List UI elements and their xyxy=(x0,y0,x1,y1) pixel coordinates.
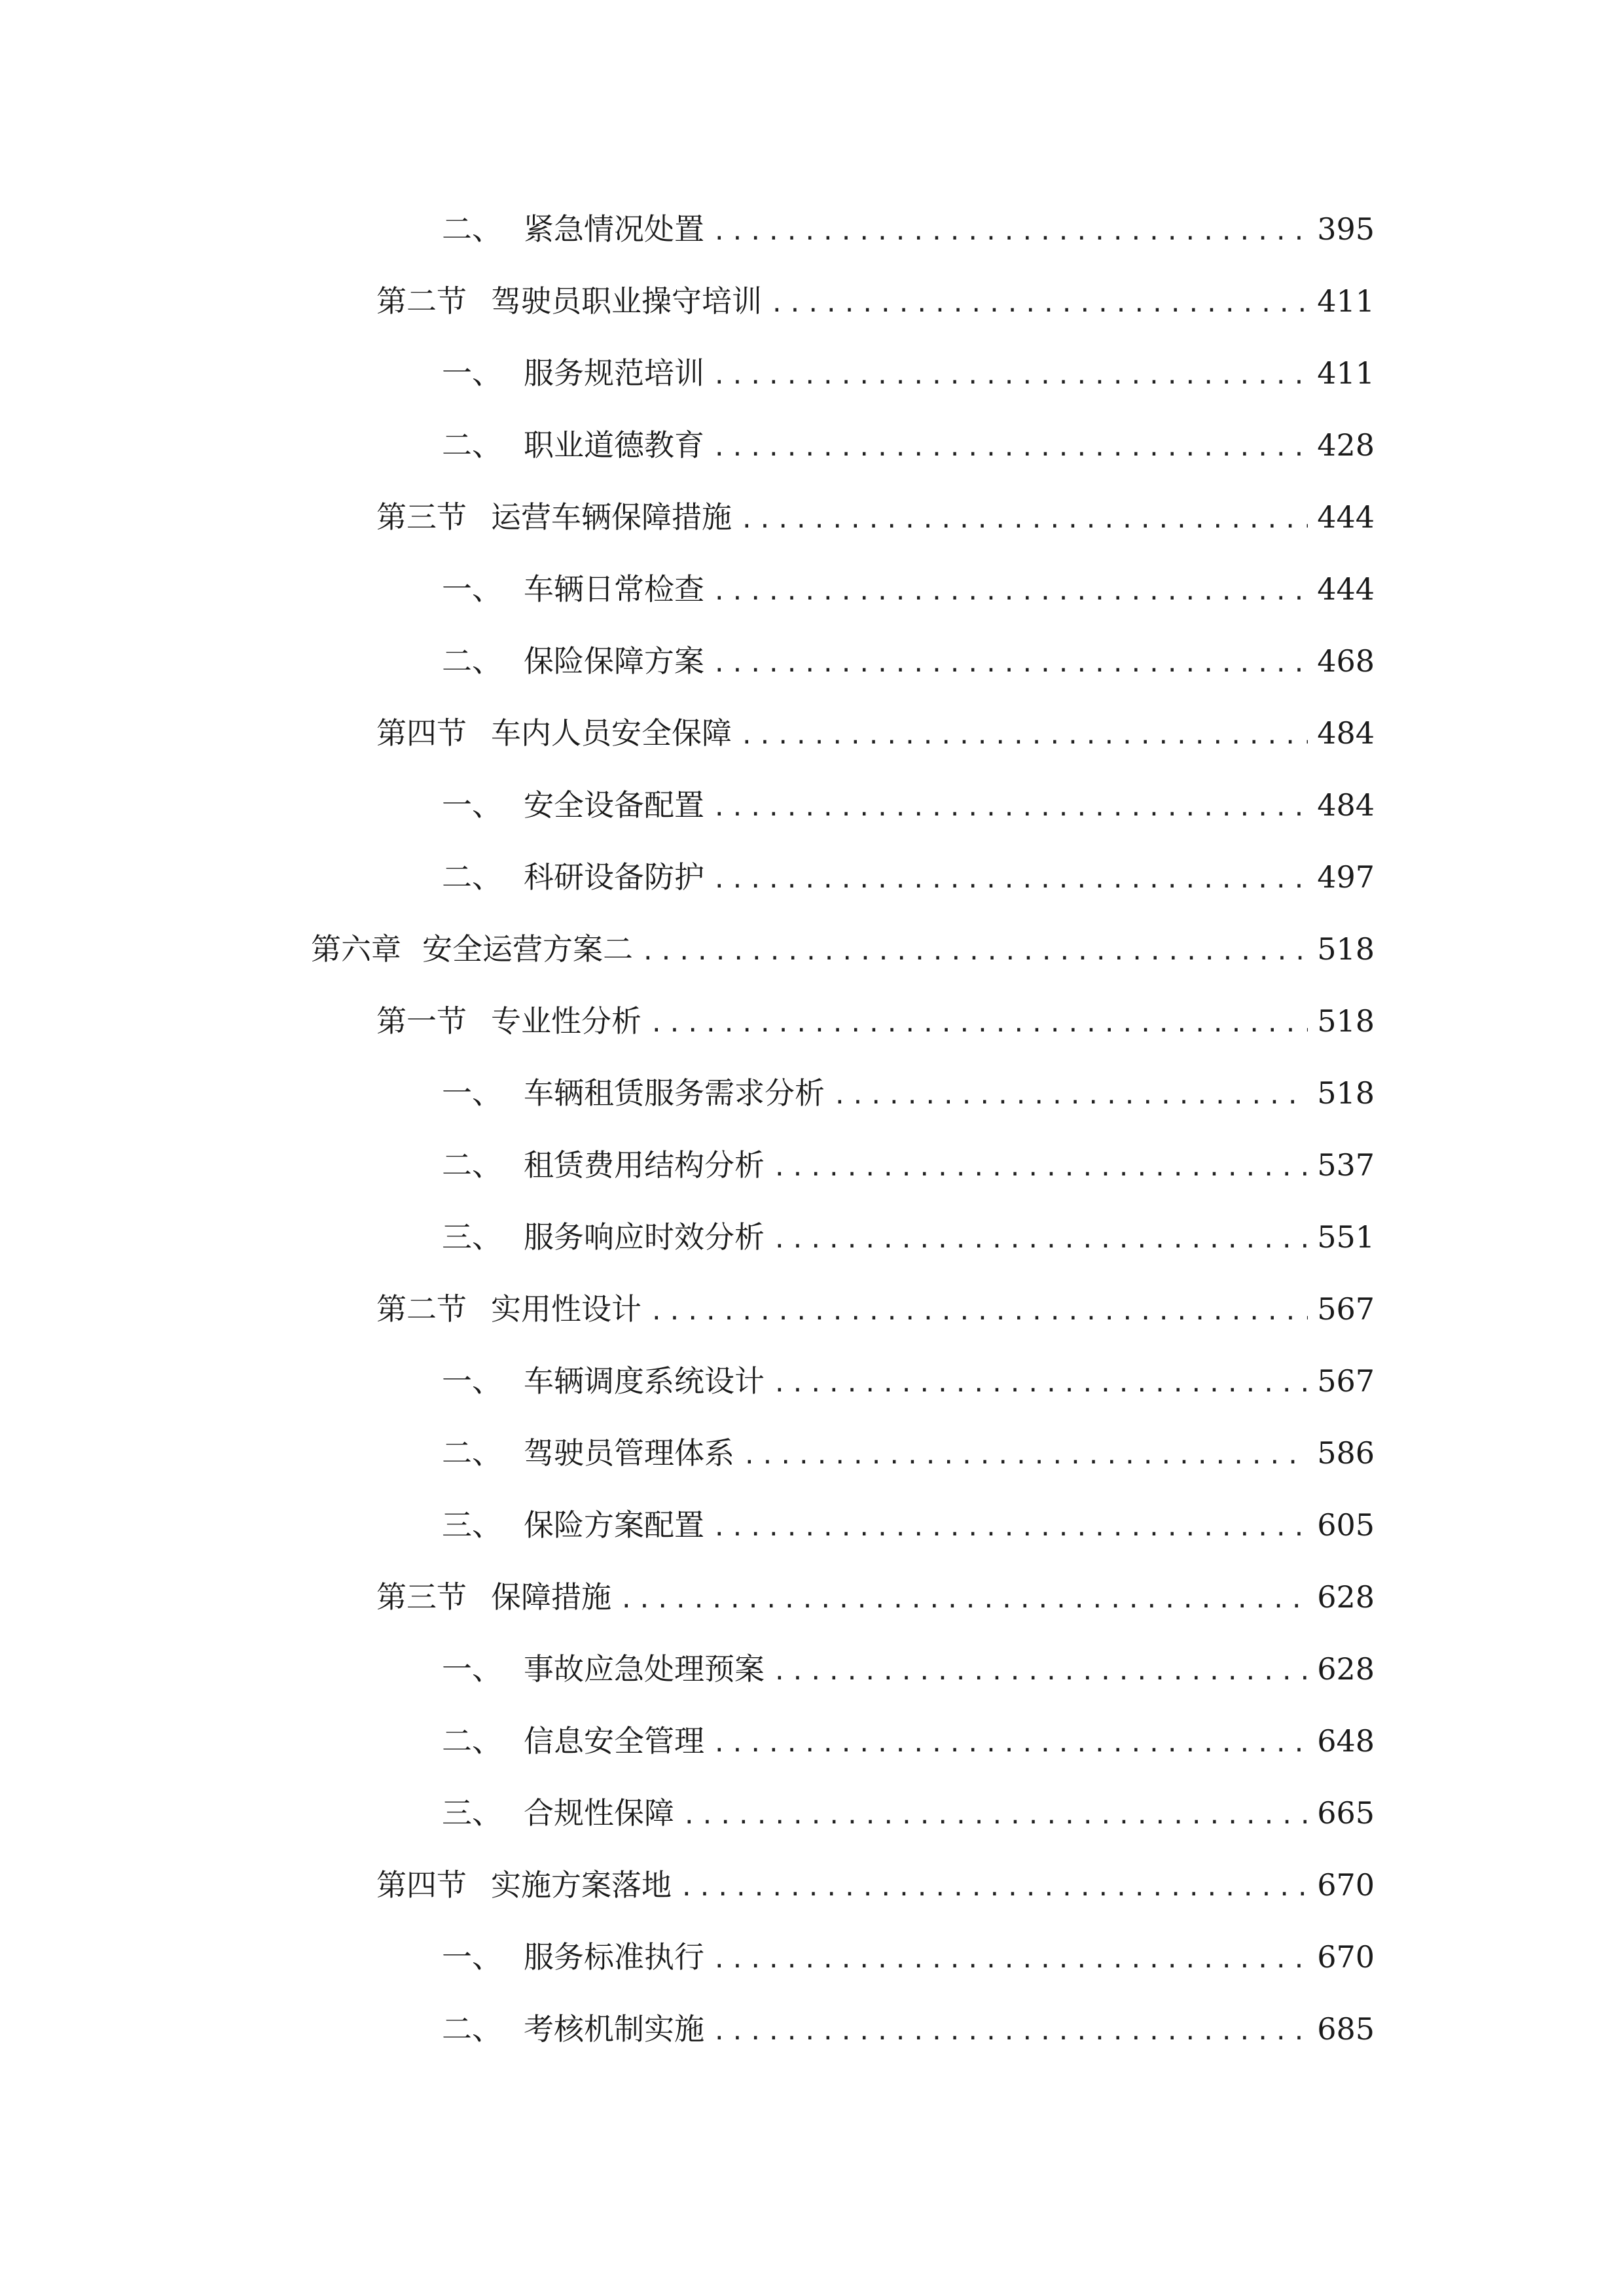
dot-leader xyxy=(712,350,1308,403)
toc-entry-page: 518 xyxy=(1317,931,1375,967)
toc-entry[interactable] xyxy=(442,779,1375,831)
toc-entry-number: 三、 xyxy=(442,1219,502,1255)
dot-leader xyxy=(641,926,1308,978)
dot-leader xyxy=(772,1214,1308,1266)
dot-leader xyxy=(772,1646,1308,1698)
toc-entry[interactable] xyxy=(442,851,1375,903)
dot-leader xyxy=(833,1070,1308,1122)
toc-entry-page: 670 xyxy=(1317,1867,1375,1903)
dot-leader xyxy=(712,1934,1308,1986)
toc-entry-title: 职业道德教育 xyxy=(524,427,704,463)
toc-entry[interactable] xyxy=(442,203,1375,255)
toc-entry[interactable] xyxy=(442,1787,1375,1839)
dot-leader xyxy=(619,1574,1308,1626)
toc-entry-number: 一、 xyxy=(442,1075,502,1111)
toc-entry[interactable] xyxy=(442,1643,1375,1695)
toc-entry-title: 紧急情况处置 xyxy=(524,211,704,247)
toc-entry-page: 670 xyxy=(1317,1939,1375,1975)
toc-entry[interactable] xyxy=(442,635,1375,687)
dot-leader xyxy=(712,422,1308,475)
toc-entry-title: 服务标准执行 xyxy=(524,1939,704,1975)
toc-entry-title: 事故应急处理预案 xyxy=(524,1651,765,1687)
toc-entry[interactable] xyxy=(442,1427,1375,1479)
dot-leader xyxy=(712,854,1308,906)
toc-entry-number: 第四节 xyxy=(376,715,467,751)
toc-entry-title: 保险方案配置 xyxy=(524,1507,704,1543)
toc-entry-title: 服务规范培训 xyxy=(524,355,704,391)
toc-entry[interactable] xyxy=(311,923,1375,975)
toc-entry-number: 二、 xyxy=(442,859,502,895)
toc-entry-title: 驾驶员职业操守培训 xyxy=(491,283,762,319)
toc-entry[interactable] xyxy=(376,491,1375,543)
toc-entry-number: 第四节 xyxy=(376,1867,467,1903)
toc-entry-number: 二、 xyxy=(442,643,502,679)
toc-entry-title: 安全运营方案二 xyxy=(422,931,633,967)
toc-entry-title: 考核机制实施 xyxy=(524,2011,704,2047)
toc-entry-page: 411 xyxy=(1317,355,1375,391)
toc-entry-number: 三、 xyxy=(442,1507,502,1543)
toc-entry-page: 444 xyxy=(1317,499,1375,535)
toc-entry-number: 第三节 xyxy=(376,1579,467,1615)
toc-entry-title: 车内人员安全保障 xyxy=(491,715,732,751)
toc-entry-number: 一、 xyxy=(442,1651,502,1687)
toc-entry-number: 一、 xyxy=(442,1939,502,1975)
toc-entry-number: 三、 xyxy=(442,1795,502,1831)
dot-leader xyxy=(712,1502,1308,1554)
toc-entry-title: 专业性分析 xyxy=(491,1003,641,1039)
toc-entry-number: 一、 xyxy=(442,1363,502,1399)
toc-entry-page: 628 xyxy=(1317,1579,1375,1615)
toc-entry[interactable] xyxy=(442,1715,1375,1767)
dot-leader xyxy=(712,638,1308,691)
toc-entry-title: 信息安全管理 xyxy=(524,1723,704,1759)
toc-entry-number: 二、 xyxy=(442,2011,502,2047)
toc-entry-number: 第一节 xyxy=(376,1003,467,1039)
dot-leader xyxy=(712,1718,1308,1770)
toc-entry[interactable] xyxy=(442,2003,1375,2055)
toc-entry-page: 648 xyxy=(1317,1723,1375,1759)
dot-leader xyxy=(740,494,1308,547)
toc-entry-number: 二、 xyxy=(442,211,502,247)
dot-leader xyxy=(712,2006,1308,2058)
toc-entry-title: 驾驶员管理体系 xyxy=(524,1435,734,1471)
toc-entry-title: 车辆租赁服务需求分析 xyxy=(524,1075,825,1111)
toc-entry[interactable] xyxy=(442,1067,1375,1119)
toc-entry-number: 一、 xyxy=(442,571,502,607)
toc-entry-page: 497 xyxy=(1317,859,1375,895)
dot-leader xyxy=(740,710,1308,762)
toc-entry-page: 428 xyxy=(1317,427,1375,463)
toc-entry-number: 二、 xyxy=(442,1147,502,1183)
toc-entry-page: 484 xyxy=(1317,787,1375,823)
toc-entry[interactable] xyxy=(442,1211,1375,1263)
toc-entry[interactable] xyxy=(442,1139,1375,1191)
toc-entry-title: 科研设备防护 xyxy=(524,859,704,895)
toc-entry-page: 551 xyxy=(1317,1219,1375,1255)
toc-entry-page: 586 xyxy=(1317,1435,1375,1471)
toc-entry-number: 第三节 xyxy=(376,499,467,535)
toc-entry-page: 484 xyxy=(1317,715,1375,751)
toc-entry-page: 411 xyxy=(1317,283,1375,319)
toc-entry-page: 518 xyxy=(1317,1075,1375,1111)
dot-leader xyxy=(742,1430,1308,1482)
toc-entry[interactable] xyxy=(376,1283,1375,1335)
toc-entry-title: 保险保障方案 xyxy=(524,643,704,679)
toc-entry-title: 服务响应时效分析 xyxy=(524,1219,765,1255)
toc-entry[interactable] xyxy=(442,1355,1375,1407)
toc-entry-number: 一、 xyxy=(442,355,502,391)
toc-entry-number: 一、 xyxy=(442,787,502,823)
dot-leader xyxy=(682,1790,1308,1842)
toc-entry[interactable] xyxy=(376,995,1375,1047)
toc-entry-number: 第六章 xyxy=(311,931,401,967)
toc-entry-page: 518 xyxy=(1317,1003,1375,1039)
toc-entry-page: 537 xyxy=(1317,1147,1375,1183)
toc-entry[interactable] xyxy=(442,347,1375,399)
toc-entry-title: 车辆日常检查 xyxy=(524,571,704,607)
dot-leader xyxy=(712,782,1308,834)
toc-entry-title: 实施方案落地 xyxy=(491,1867,672,1903)
toc-entry-title: 车辆调度系统设计 xyxy=(524,1363,765,1399)
toc-entry-number: 第二节 xyxy=(376,1291,467,1327)
toc-entry-title: 实用性设计 xyxy=(491,1291,641,1327)
dot-leader xyxy=(712,566,1308,619)
dot-leader xyxy=(772,1142,1308,1194)
dot-leader xyxy=(679,1862,1308,1914)
toc-entry-page: 468 xyxy=(1317,643,1375,679)
toc-entry-title: 运营车辆保障措施 xyxy=(491,499,732,535)
toc-entry-number: 二、 xyxy=(442,1723,502,1759)
toc-entry[interactable] xyxy=(442,419,1375,471)
dot-leader xyxy=(772,1358,1308,1410)
toc-entry[interactable] xyxy=(376,275,1375,327)
toc-entry-title: 合规性保障 xyxy=(524,1795,674,1831)
toc-entry[interactable] xyxy=(442,1931,1375,1983)
toc-entry-page: 628 xyxy=(1317,1651,1375,1687)
toc-entry[interactable] xyxy=(376,707,1375,759)
toc-entry-number: 第二节 xyxy=(376,283,467,319)
toc-entry[interactable] xyxy=(442,1499,1375,1551)
toc-entry-number: 二、 xyxy=(442,1435,502,1471)
toc-entry[interactable] xyxy=(442,563,1375,615)
dot-leader xyxy=(712,206,1308,259)
toc-entry-page: 685 xyxy=(1317,2011,1375,2047)
toc-entry-page: 444 xyxy=(1317,571,1375,607)
dot-leader xyxy=(770,278,1308,331)
toc-entry-title: 安全设备配置 xyxy=(524,787,704,823)
toc-entry-title: 租赁费用结构分析 xyxy=(524,1147,765,1183)
toc-entry[interactable] xyxy=(376,1859,1375,1911)
toc-entry-number: 二、 xyxy=(442,427,502,463)
toc-entry[interactable] xyxy=(376,1571,1375,1623)
toc-entry-page: 567 xyxy=(1317,1363,1375,1399)
toc-entry-page: 605 xyxy=(1317,1507,1375,1543)
toc-entry-title: 保障措施 xyxy=(491,1579,611,1615)
dot-leader xyxy=(649,1286,1308,1338)
toc-entry-page: 567 xyxy=(1317,1291,1375,1327)
toc-entry-page: 395 xyxy=(1317,211,1375,247)
toc-entry-page: 665 xyxy=(1317,1795,1375,1831)
dot-leader xyxy=(649,998,1308,1050)
